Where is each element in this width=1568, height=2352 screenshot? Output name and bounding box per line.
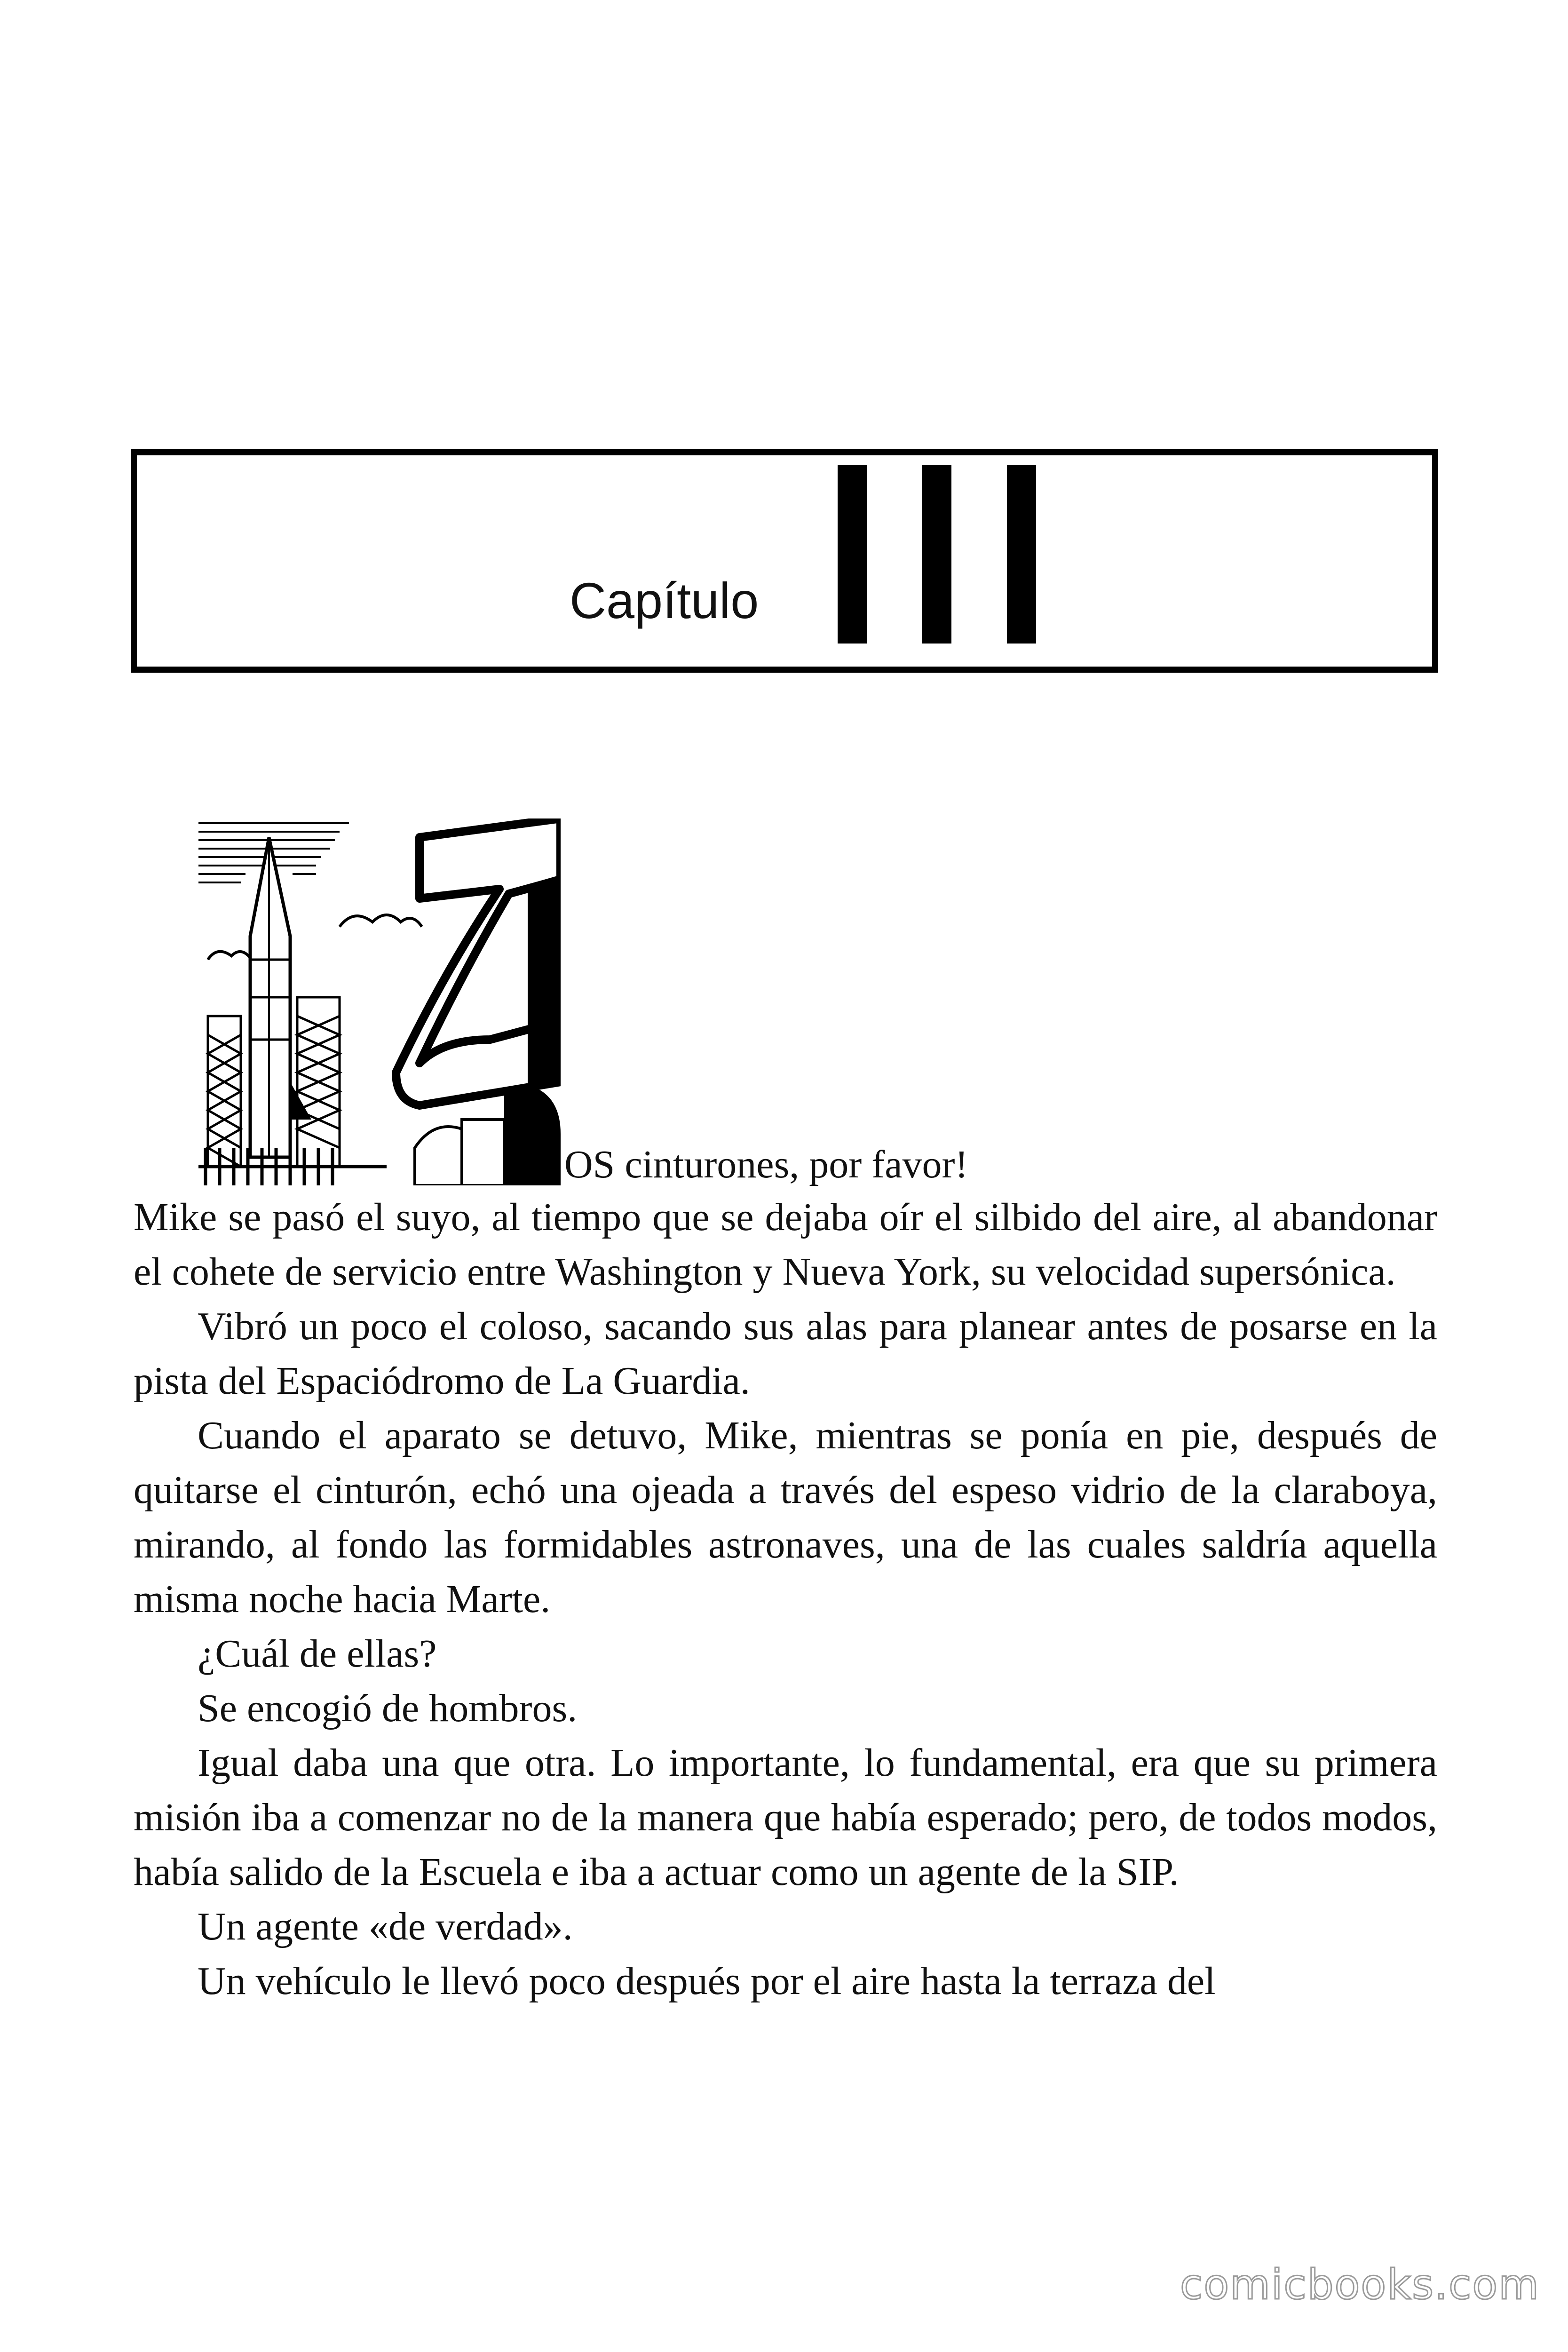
dropcap-illustration — [198, 818, 561, 1185]
paragraph: Igual daba una que otra. Lo importante, lo fundamental, era que su primera misión iba a comenzar no de la manera que había esperado; pero, de todos modos, había salido de la Escuela e iba a actuar como un agente de la SIP. — [134, 1741, 1437, 1894]
chapter-heading-box — [131, 449, 1438, 673]
paragraph: Mike se pasó el suyo, al tiempo que se dejaba oír el silbido del aire, al abandonar el cohete de servicio entre Washington y Nueva York, su velocidad supersónica. — [134, 1195, 1437, 1294]
paragraph: ¿Cuál de ellas? — [198, 1632, 437, 1676]
paragraph: Cuando el aparato se detuvo, Mike, mientras se ponía en pie, después de quitarse el cinturón, echó una ojeada a través del espeso vidrio de la claraboya, mirando, al fondo las formidables astronaves, una de las cuales saldría aquella misma noche hacia Marte. — [134, 1414, 1437, 1621]
chapter-label: Capítulo — [570, 572, 759, 629]
body-text — [134, 1190, 1437, 2009]
chapter-numeral-roman-three — [838, 465, 1139, 644]
paragraph: Vibró un poco el coloso, sacando sus alas para planear antes de posarse en la pista del Espaciódromo de La Guardia. — [134, 1304, 1437, 1403]
watermark: comicbooks.com — [1180, 2260, 1540, 2309]
paragraph: Se encogió de hombros. — [198, 1686, 578, 1730]
paragraph: Un vehículo le llevó poco después por el aire hasta la terraza del — [198, 1959, 1216, 2003]
paragraph: Un agente «de verdad». — [198, 1905, 573, 1948]
opening-line: OS cinturones, por favor! — [564, 1143, 968, 1186]
